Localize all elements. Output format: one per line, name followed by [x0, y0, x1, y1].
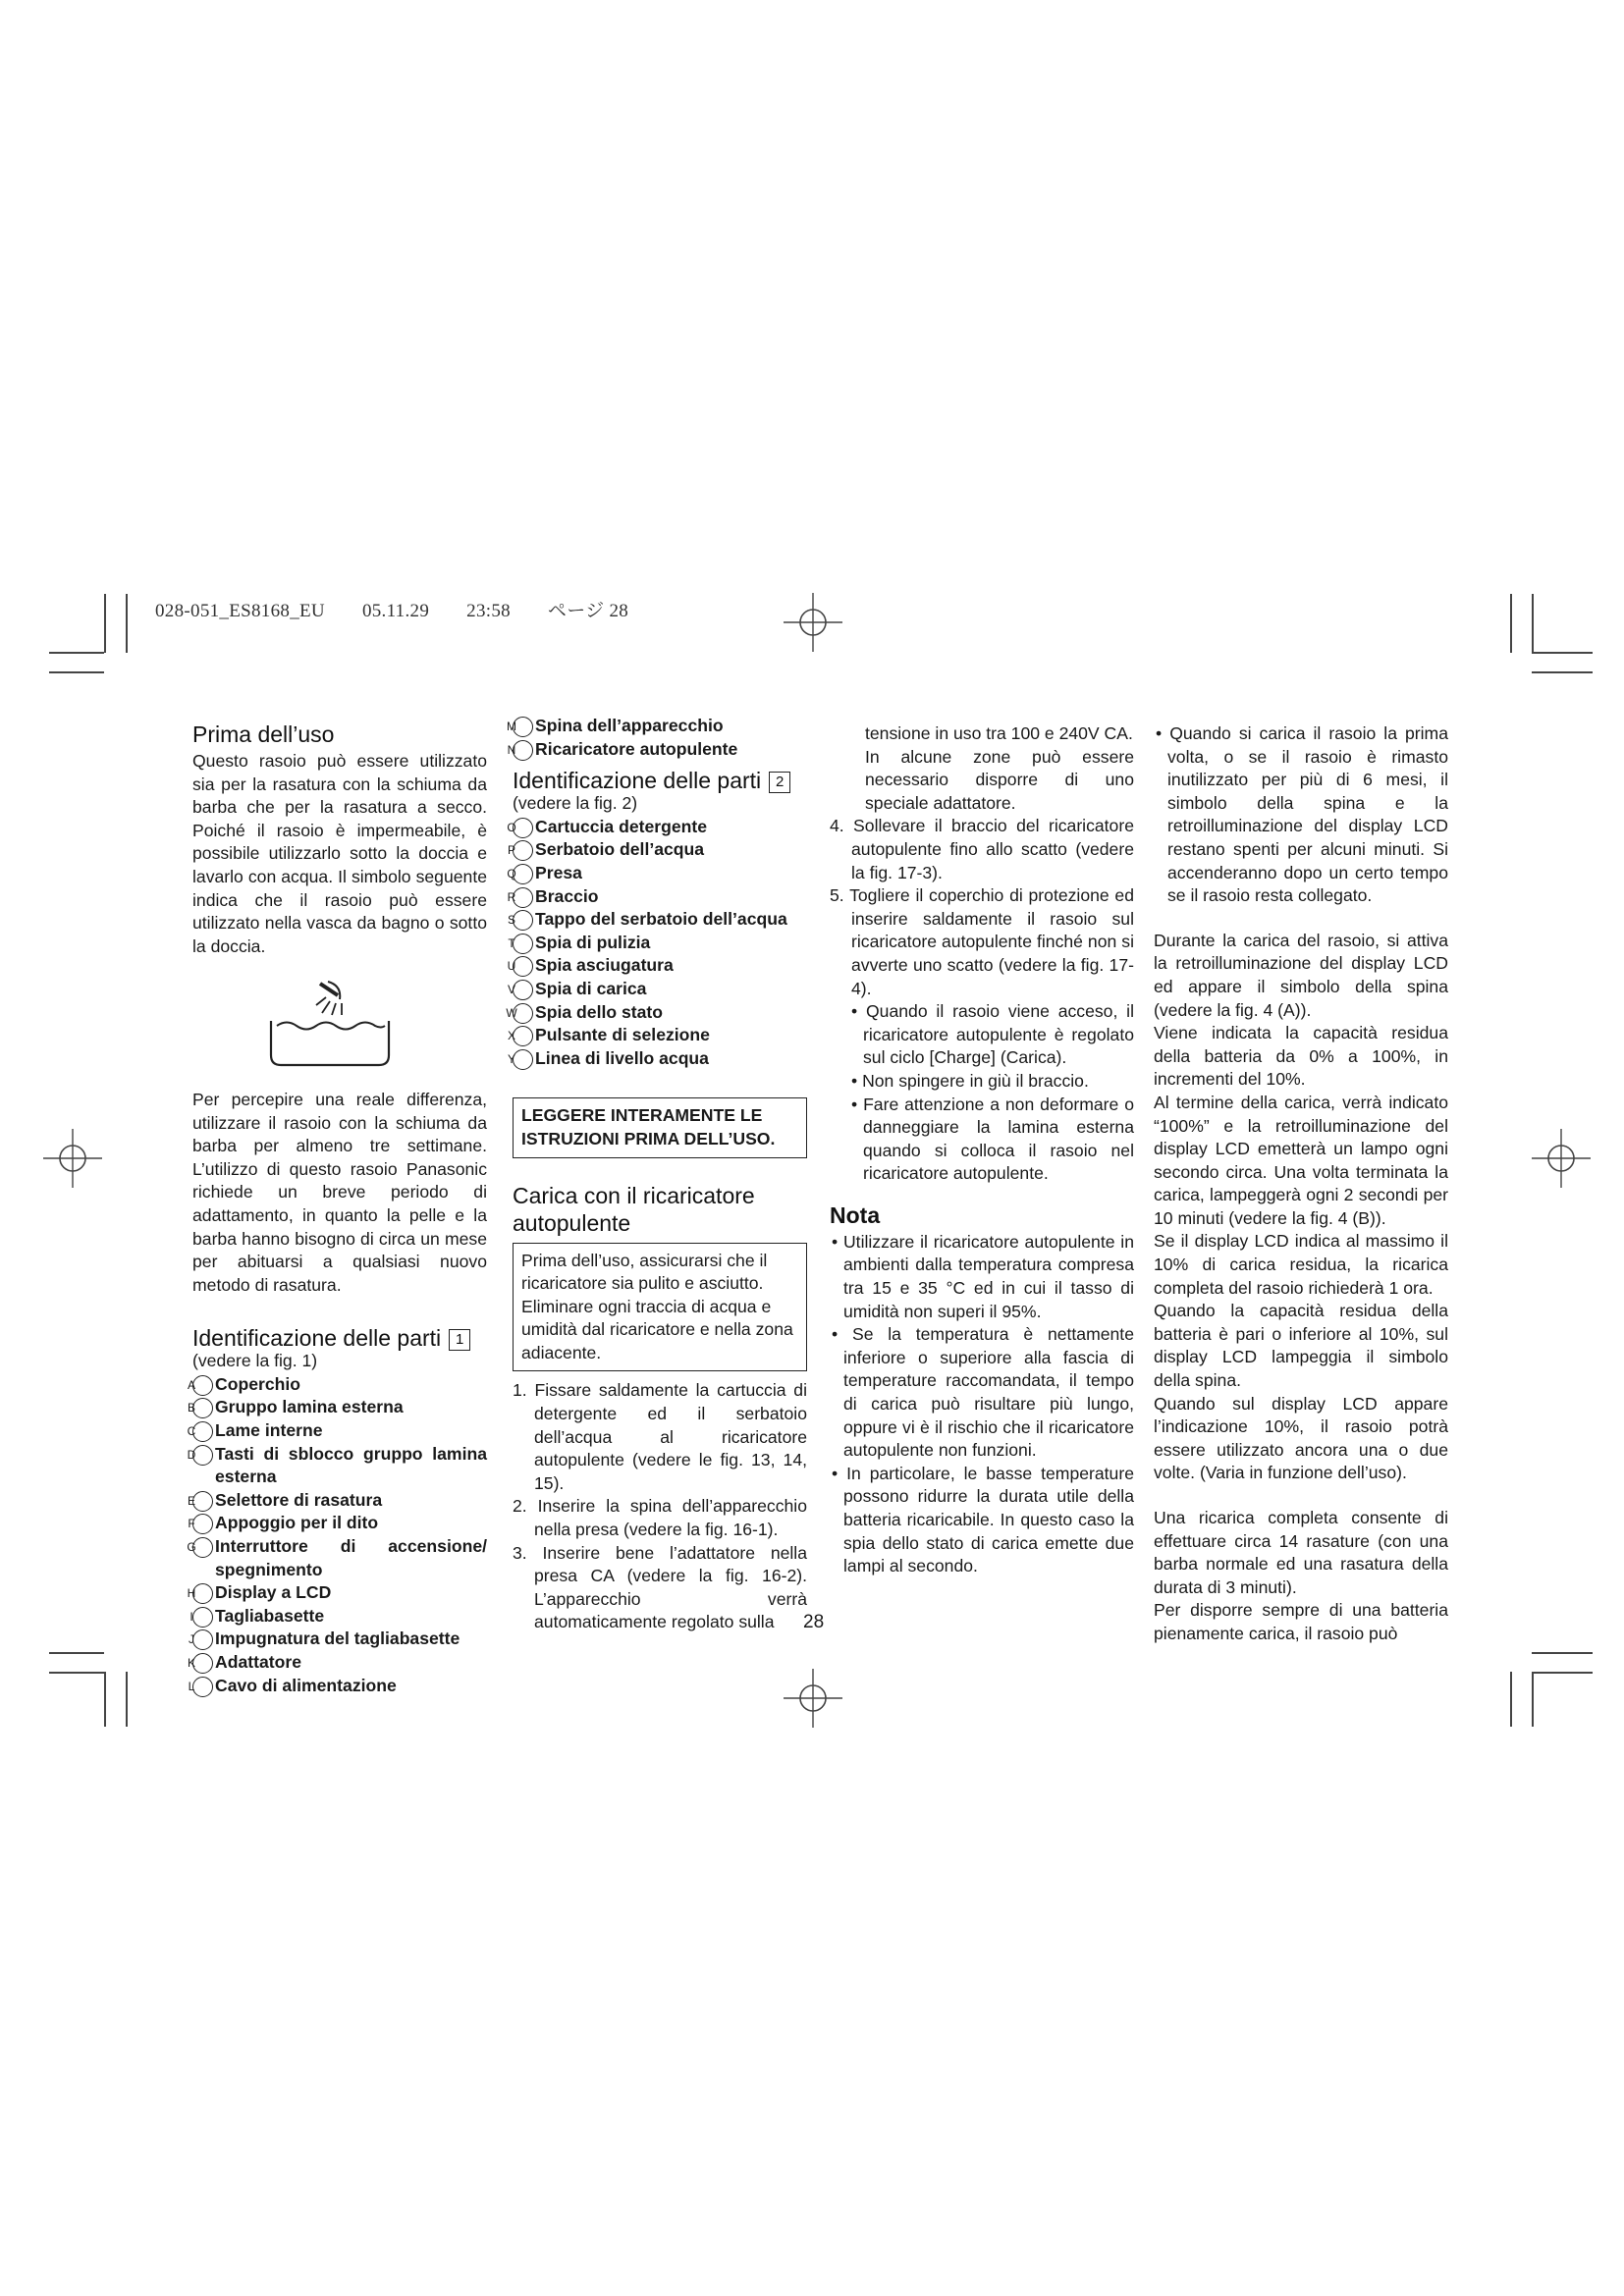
- registration-mark-top: [784, 593, 842, 652]
- step3-continued: tensione in uso tra 100 e 240V CA.: [865, 723, 1133, 743]
- registration-mark-bottom: [784, 1669, 842, 1728]
- crop-mark-top-right-h: [1532, 652, 1593, 654]
- crop-mark-bottom-right-v2: [1510, 1672, 1512, 1727]
- step5-bullets: [851, 1000, 1134, 1186]
- part-item: Q Presa: [507, 862, 582, 882]
- crop-mark-bottom-right-h2: [1532, 1672, 1593, 1674]
- charging-paragraph-1: Durante la carica del rasoio, si attiva la retroilluminazione del display LCD ed appare il simbolo della spina (vedere la fig. 4 (A)).: [1154, 930, 1448, 1020]
- section-title-charge: Carica con il ricaricatore autopulente: [513, 1182, 755, 1236]
- crop-mark-bottom-left-h: [49, 1652, 104, 1654]
- bullet-item: • Quando si carica il rasoio la prima volta, o se il rasoio è rimasto inutilizzato per più di 6 mesi, il simbolo della spina e la retroilluminazione del display LCD restano spenti per alcuni minuti. Si accenderanno dopo un certo tempo se il rasoio resta collegato.: [1156, 723, 1448, 906]
- column-3: [830, 722, 1134, 1578]
- step-item: 2. Inserire la spina dell’apparecchio nella presa (vedere la fig. 16-1).: [513, 1496, 807, 1540]
- parts-figure-ref: (vedere la fig. 1): [192, 1351, 318, 1371]
- charge-precaution-box: Prima dell’uso, assicurarsi che il ricaricatore sia pulito e asciutto. Eliminare ogni traccia di acqua e umidità dal ricaricatore e nella zona adiacente.: [513, 1243, 807, 1372]
- part-item: S Tappo del serbatoio dell’acqua: [507, 909, 787, 930]
- charge-steps-continued: [830, 815, 1134, 1000]
- part-item: U Spia asciugatura: [507, 955, 674, 976]
- header-file: 028-051_ES8168_EU: [155, 601, 325, 621]
- bullet-item: • In particolare, le basse temperature possono ridurre la durata utile della batteria ricaricabile. In questo caso la spia dello stato di carica emette due lampi al secondo.: [832, 1463, 1134, 1576]
- charging-paragraph-5: Quando la capacità residua della batteria è pari o inferiore al 10%, sul display LCD lampeggia il simbolo della spina.: [1154, 1301, 1448, 1391]
- step3-note: In alcune zone può essere necessario disporre di uno speciale adattatore.: [865, 746, 1134, 813]
- charging-paragraph-6: Quando sul display LCD appare l’indicazione 10%, il rasoio potrà essere utilizzato ancora una o due volte. (Varia in funzione dell’uso).: [1154, 1393, 1448, 1483]
- part-item: N Ricaricatore autopulente: [507, 738, 738, 759]
- section-title-prima-uso: Prima dell’uso: [192, 721, 335, 747]
- crop-mark-bottom-left-v2: [126, 1672, 128, 1727]
- part-item: K Adattatore: [187, 1652, 301, 1672]
- parts2-figure-ref: (vedere la fig. 2): [513, 793, 638, 814]
- intro-paragraph: Questo rasoio può essere utilizzato sia per la rasatura con la schiuma da barba che per la rasatura a secco. Poiché il rasoio è impermeabile, è possibile utilizzarlo sotto la doccia e lavarlo con acqua. Il simbolo seguente indica che il rasoio può essere utilizzato nella vasca da bagno o sotto la doccia.: [192, 751, 487, 956]
- figure-number-1: 1: [449, 1329, 470, 1351]
- part-item: M Spina dell’apparecchio: [507, 716, 724, 735]
- charging-paragraph-8: Per disporre sempre di una batteria pienamente carica, il rasoio può: [1154, 1600, 1448, 1643]
- crop-mark-bottom-right-h: [1532, 1652, 1593, 1654]
- bath-shower-icon: [261, 972, 399, 1070]
- bullet-item: • Fare attenzione a non deformare o danneggiare la lamina esterna quando si colloca il rasoio nel ricaricatore autopulente.: [851, 1094, 1134, 1184]
- part-item: X Pulsante di selezione: [507, 1025, 710, 1045]
- crop-mark-top-left-v2: [126, 594, 128, 653]
- part-item: D Tasti di sblocco gruppo lamina esterna: [187, 1443, 487, 1487]
- column-4: [1154, 722, 1448, 1646]
- part-item: L Cavo di alimentazione: [188, 1675, 397, 1695]
- section-title-parts-2: Identificazione delle parti 2: [513, 767, 807, 794]
- step-item: 5. Togliere il coperchio di protezione ed inserire saldamente il rasoio sul ricaricatore autopulente finché non si avverte uno scatto (vedere la fig. 17-4).: [830, 885, 1134, 998]
- header-time: 23:58: [466, 601, 511, 621]
- crop-mark-top-right-v: [1532, 594, 1534, 653]
- adaptation-paragraph: Per percepire una reale differenza, utilizzare il rasoio con la schiuma da barba per almeno tre settimane. L’utilizzo di questo rasoio Panasonic richiede un breve periodo di adattamento, in quanto la pelle e la barba hanno bisogno di circa un mese per abituarsi a qualsiasi nuovo metodo di rasatura.: [192, 1089, 487, 1295]
- crop-mark-top-right-h2: [1532, 671, 1593, 673]
- part-item: I Tagliabasette: [189, 1605, 325, 1626]
- charging-paragraph-7: Una ricarica completa consente di effettuare circa 14 rasature (con una barba normale ed una rasatura della durata di 3 minuti).: [1154, 1508, 1448, 1597]
- bullet-item: • Se la temperatura è nettamente inferiore o superiore alla fascia di temperature raccomandata, il tempo di carica può risultare più lungo, oppure vi è il rischio che il ricaricatore autopulente non funzioni.: [832, 1324, 1134, 1461]
- part-item: G Interruttore di accensione/ spegnimento: [187, 1536, 487, 1579]
- step-item: 4. Sollevare il braccio del ricaricatore autopulente fino allo scatto (vedere la fig. 17-3).: [830, 816, 1134, 882]
- crop-mark-bottom-left-h2: [49, 1672, 104, 1674]
- bullet-item: • Quando il rasoio viene acceso, il ricaricatore autopulente è regolato sul ciclo [Charge] (Carica).: [851, 1001, 1134, 1068]
- bullet-item: • Non spingere in giù il braccio.: [851, 1070, 1089, 1091]
- part-item: C Lame interne: [187, 1420, 323, 1441]
- bullet-item: • Utilizzare il ricaricatore autopulente in ambienti dalla temperatura compresa tra 15 e 35 °C ed in cui il tasso di umidità non superi il 95%.: [832, 1231, 1134, 1321]
- figure-number-2: 2: [769, 772, 790, 793]
- step-item: 3. Inserire bene l’adattatore nella presa CA (vedere la fig. 16-2). L’apparecchio verrà automaticamente regolato sulla: [513, 1542, 807, 1632]
- part-item: R Braccio: [507, 885, 599, 906]
- crop-mark-top-left-h2: [49, 671, 104, 673]
- column-2: [506, 715, 807, 1634]
- parts-list-2: [506, 816, 807, 1071]
- first-charge-bullet: [1154, 722, 1448, 908]
- section-title-nota: Nota: [830, 1201, 881, 1228]
- registration-mark-right: [1532, 1129, 1591, 1188]
- part-item: B Gruppo lamina esterna: [187, 1397, 404, 1417]
- charging-paragraph-2: Viene indicata la capacità residua della batteria da 0% a 100%, in incrementi del 10%.: [1154, 1023, 1448, 1090]
- column-1: [187, 715, 487, 1697]
- crop-mark-bottom-left-v: [104, 1672, 106, 1727]
- part-item: T Spia di pulizia: [508, 932, 651, 952]
- part-item: Y Linea di livello acqua: [507, 1047, 709, 1068]
- step-item: 1. Fissare saldamente la cartuccia di detergente ed il serbatoio dell’acqua al ricaricatore autopulente (vedere le fig. 13, 14, 15).: [513, 1380, 807, 1493]
- crop-mark-bottom-right-v: [1532, 1672, 1534, 1727]
- nota-bullets: [830, 1231, 1134, 1578]
- charge-steps: [513, 1379, 807, 1634]
- registration-mark-left: [43, 1129, 102, 1188]
- crop-mark-top-left-v: [104, 594, 106, 653]
- part-item: E Selettore di rasatura: [187, 1489, 383, 1510]
- parts-list-1: [187, 1373, 487, 1697]
- crop-mark-top-right-v2: [1510, 594, 1512, 653]
- section-title-parts-1: Identificazione delle parti 1: [192, 1324, 487, 1352]
- page-number: 28: [803, 1612, 825, 1632]
- part-item: O Cartuccia detergente: [507, 816, 708, 836]
- crop-mark-top-left-h: [49, 652, 104, 654]
- warning-box: LEGGERE INTERAMENTE LE ISTRUZIONI PRIMA DELL’USO.: [513, 1097, 807, 1157]
- part-item: H Display a LCD: [187, 1582, 332, 1603]
- print-header: [155, 596, 666, 622]
- parts-list-1-continued: [507, 715, 807, 761]
- part-item: W Spia dello stato: [506, 1001, 664, 1022]
- charging-paragraph-4: Se il display LCD indica al massimo il 10% di carica residua, la ricarica completa del rasoio richiederà 1 ora.: [1154, 1231, 1448, 1298]
- charging-paragraph-3: Al termine della carica, verrà indicato “100%” e la retroilluminazione del display LCD emetterà un lampo ogni secondo circa. Una volta terminata la carica, lampeggerà ogni 2 secondi per 10 minuti (vedere la fig. 4 (B)).: [1154, 1092, 1448, 1228]
- header-page-label: ページ 28: [547, 601, 629, 621]
- part-item: P Serbatoio dell’acqua: [507, 839, 705, 860]
- part-item: V Spia di carica: [507, 978, 647, 998]
- header-date: 05.11.29: [361, 601, 430, 621]
- part-item: A Coperchio: [187, 1373, 300, 1394]
- part-item: J Impugnatura del tagliabasette: [189, 1629, 460, 1649]
- part-item: F Appoggio per il dito: [188, 1513, 379, 1533]
